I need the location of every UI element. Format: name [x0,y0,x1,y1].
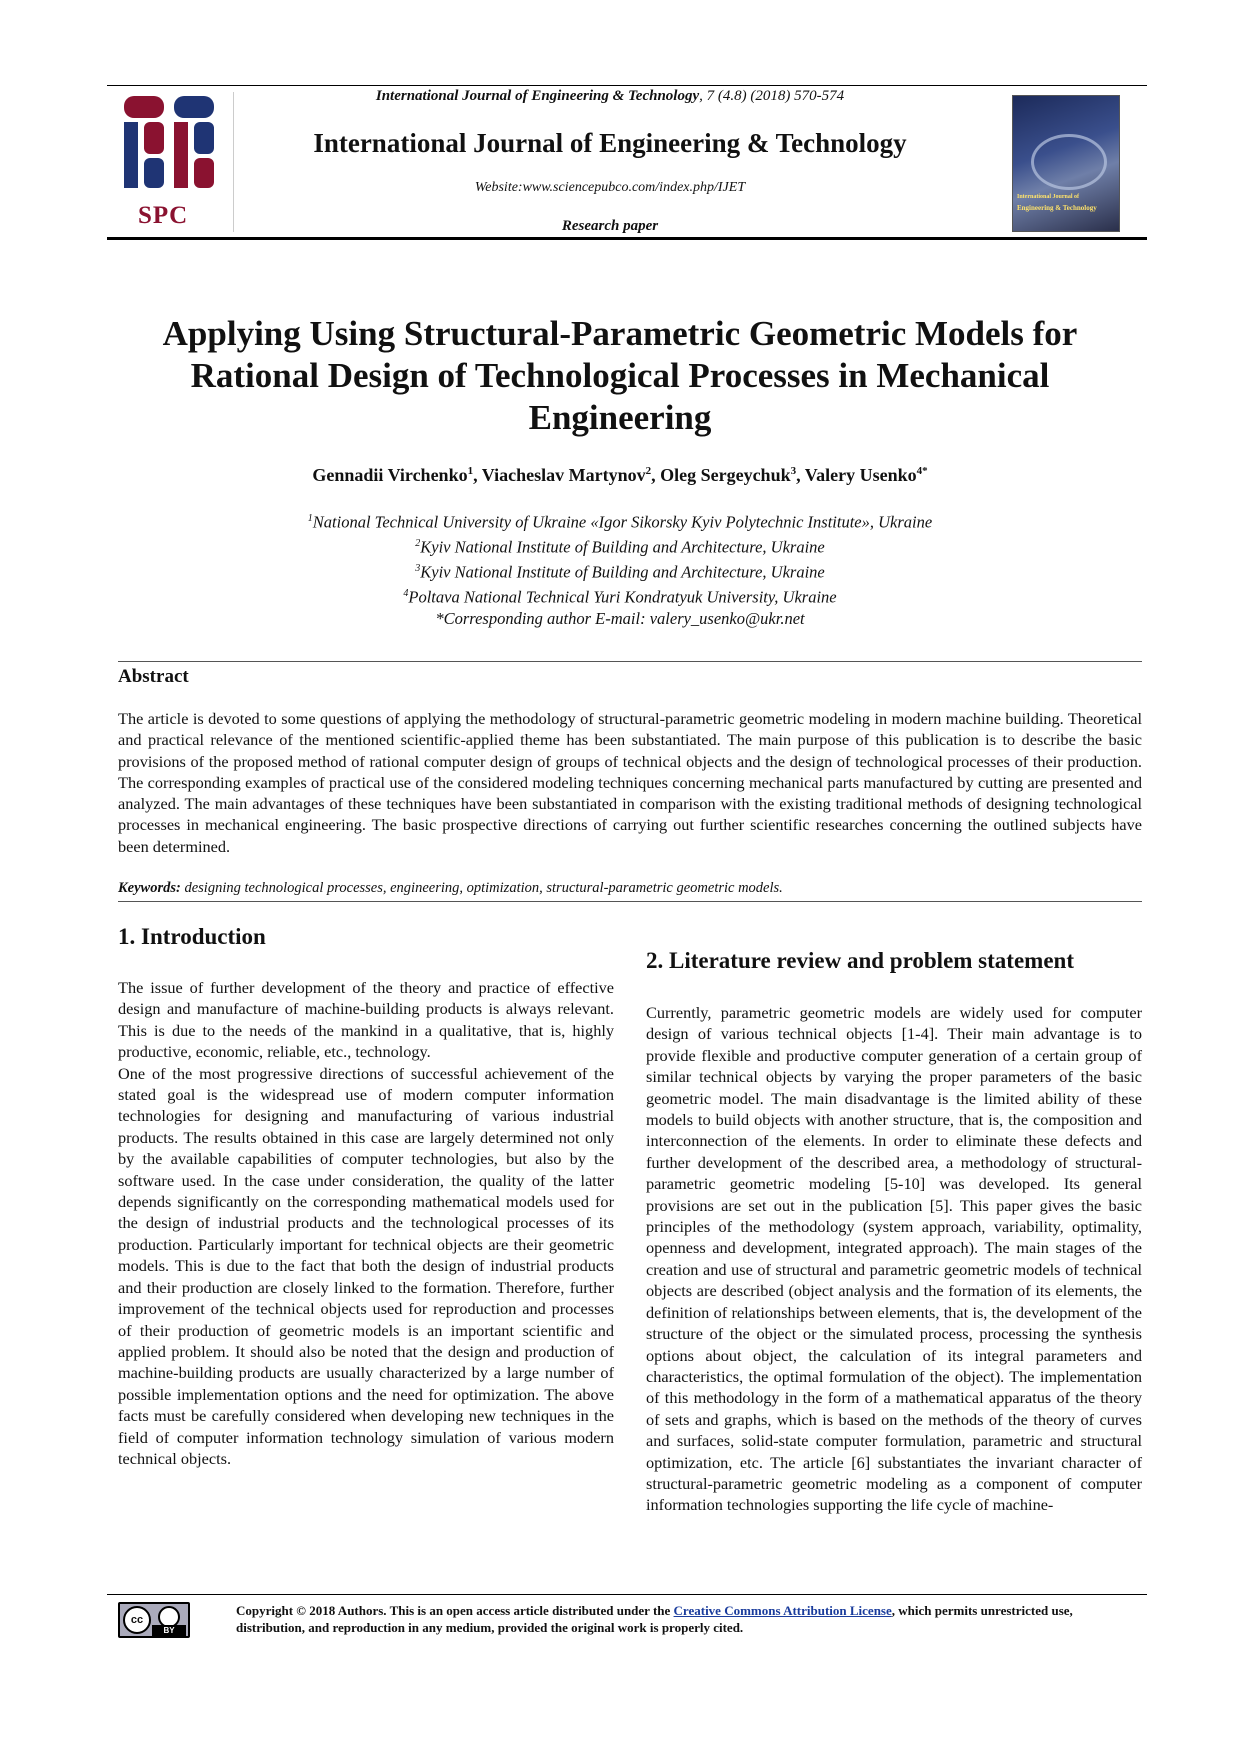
abstract-text: The article is devoted to some questions of applying the methodology of structural-parametric geometric modeling in modern machine building. Theoretical and practical relevance of the mentioned scientific-applied theme has been substantiated. The main purpose of this publication is to describe the basic provisions of the proposed method of rational computer design of groups of technical objects and the design of technological processes of their production. The corresponding examples of practical use of the considered modeling techniques concerning mechanical parts manufactured by cutting are presented and analyzed. The main advantages of these techniques have been substantiated in comparison with the existing traditional methods of designing technological processes in mechanical engineering. The basic prospective directions of carrying out further scientific researches concerning the outlined subjects have been determined. [118,709,1142,856]
affiliation-text: Poltava National Technical Yuri Kondratyuk University, Ukraine [408,587,837,607]
paragraph: Currently, parametric geometric models are widely used for computer design of various technical objects [1-4]. Their main advantage is to provide flexible and productive computer generation of a certain group of similar technical objects by varying the proper parameters of the basic geometric model. The main disadvantage is the limited ability of these models to build objects with another structure, that is, the composition and interconnection of the elements. In order to eliminate these defects and further development of the described area, a methodology of structural-parametric geometric modeling [5-10] was developed. Its general provisions are set out in the publication [5]. This paper gives the basic principles of the methodology (system approach, variability, optimality, openness and development, integrated approach). The main stages of the creation and use of structural and parametric geometric models of technical objects are described (object analysis and the formation of its elements, the definition of relationships between elements, that is, the development of the structure of the object or the simulated process, processing the synthesis options about object, the calculation of its integral parameters and characteristics, the optimal formulation of the object). The implementation of this methodology in the form of a mathematical apparatus of the theory of sets and graphs, which is based on the methods of the theory of curves and surfaces, solid-state computer formulation, parametric and structural optimization, etc. The article [6] substantiates the invariant character of structural-parametric geometric modeling as a component of computer information technologies supporting the life cycle of machine- [646,1003,1142,1515]
footer-rule [107,1594,1147,1595]
affiliation-sup: 4 [403,588,409,599]
spc-logo [118,92,233,232]
license-link[interactable]: Creative Commons Attribution License [673,1603,892,1618]
abstract-top-rule [118,661,1142,662]
paper-type: Research paper [561,218,659,234]
paper-title [130,313,1110,439]
header-top-rule [107,85,1147,86]
cc-icon: cc [123,1606,151,1634]
affiliation-text: National Technical University of Ukraine «Igor Sikorsky Kyiv Polytechnic Institute», Ukraine [312,512,933,532]
title-line-1: Applying Using Structural-Parametric Geometric Models for [162,314,1078,353]
keywords [118,880,1142,897]
journal-title: International Journal of Engineering & Technology [313,128,907,158]
affiliation-sup: 1 [307,513,313,524]
author-sep: , [796,465,805,485]
by-label: BY [152,1625,186,1636]
author-name: Valery Usenko [804,465,917,485]
copyright-text: Copyright © 2018 Authors. This is an open access article distributed under the [236,1603,674,1618]
affiliation-sup: 2 [415,538,421,549]
author-sup: 1 [467,465,474,477]
literature-body [646,1002,1142,1516]
affiliation [130,508,1110,533]
author-name: Viacheslav Martynov [481,465,646,485]
abstract-heading: Abstract [118,666,189,687]
logo-text: SPC [138,202,189,229]
keywords-bottom-rule [118,901,1142,902]
paragraph: The issue of further development of the theory and practice of effective design and manufacture of machine-building products is always relevant. This is due to the needs of the mankind in a qualitative, that is, highly productive, economic, reliable, etc., technology. [118,978,614,1062]
affiliation [130,533,1110,558]
title-line-3: Engineering [528,398,712,437]
author-sup: 3 [790,465,797,477]
journal-ref-volume: , 7 (4.8) (2018) 570-574 [699,88,845,104]
logo-divider [233,92,234,232]
introduction-body [118,977,614,1469]
cc-by-license-badge[interactable] [118,1602,190,1638]
affiliation-text: Kyiv National Institute of Building and Architecture, Ukraine [420,537,825,557]
author-list [130,465,1110,486]
introduction-heading: 1. Introduction [118,924,266,949]
author-sep: , [473,465,482,485]
keywords-text: designing technological processes, engineering, optimization, structural-parametric geometric models. [180,880,783,896]
journal-cover-image [1012,95,1120,232]
author-name: Oleg Sergeychuk [660,465,791,485]
cover-graphic [1031,134,1107,190]
journal-ref-name: International Journal of Engineering & Technology [375,88,700,104]
author-name: Gennadii Virchenko [312,465,468,485]
corresponding-author: *Corresponding author E-mail: valery_usenko@ukr.net [435,609,805,628]
keywords-label: Keywords: [118,880,181,896]
copyright-text-end: , which permits unrestricted use, distribution, and reproduction in any medium, provided the original work is properly cited. [236,1603,1073,1635]
author-sep: , [651,465,661,485]
cover-text-2: Engineering & Technology [1017,204,1097,212]
affiliation [130,558,1110,583]
author-sup: 4* [916,465,928,477]
literature-heading: 2. Literature review and problem statement [646,948,1074,973]
affiliation-text: Kyiv National Institute of Building and Architecture, Ukraine [420,562,825,582]
journal-website: Website:www.sciencepubco.com/index.php/IJET [474,180,746,195]
author-sup: 2 [645,465,652,477]
journal-reference [240,88,980,105]
affiliation [130,583,1110,608]
paragraph: One of the most progressive directions of successful achievement of the stated goal is the widespread use of modern computer information technologies for designing and manufacturing of various industrial products. The results obtained in this case are largely determined not only by the available capabilities of computer technologies, but also by the software used. In the case under consideration, the quality of the latter depends significantly on the corresponding mathematical models used for the design of industrial products and the technological processes of its production. Particularly important for technical objects are their geometric models. This is due to the fact that both the design of industrial products and their production are closely linked to the formation. Therefore, further improvement of the technical objects used for reproduction and processes of their production of geometric models is an important scientific and applied problem. It should also be noted that the design and production of machine-building products are usually characterized by a large number of possible implementation options and the need for optimization. The above facts must be carefully considered when developing new techniques in the field of computer information technology simulation of various modern technical objects. [118,1063,614,1468]
affiliation-sup: 3 [415,563,421,574]
header-bottom-rule [107,237,1147,240]
title-line-2: Rational Design of Technological Processes in Mechanical [190,356,1050,395]
cover-text-1: International Journal of [1017,194,1080,200]
copyright-notice [236,1602,1141,1636]
affiliations [130,508,1110,630]
